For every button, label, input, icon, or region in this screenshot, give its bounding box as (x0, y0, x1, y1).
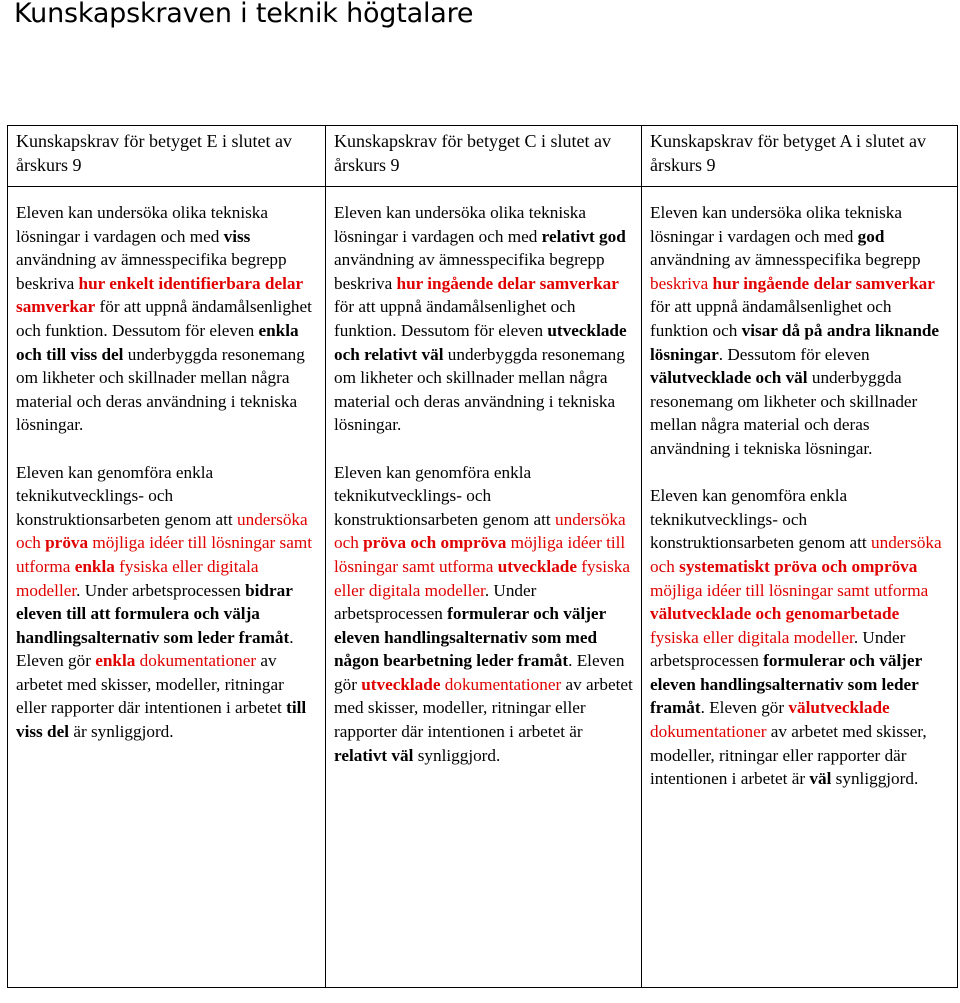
text-segment: underbyggda resonemang om likheter och skillnader mellan några material och deras användning i tekniska lösningar. (334, 344, 625, 435)
header-grade-a: Kunskapskrav för betyget A i slutet av årskurs 9 (642, 126, 958, 187)
text-segment: Eleven kan undersöka olika tekniska lösningar i vardagen och med (334, 203, 587, 246)
criteria-paragraph-development (16, 461, 317, 744)
text-segment: för att uppnå ändamålsenlighet och funktion. Dessutom för eleven (334, 297, 576, 340)
criteria-paragraph-knowledge (16, 201, 317, 437)
text-segment: visar då på andra liknande lösningar (650, 320, 940, 364)
text-segment: dokumentationer (650, 722, 767, 742)
text-segment: användning av ämnesspecifika begrepp beskriva (334, 250, 605, 293)
text-segment: av arbetet med skisser, modeller, ritningar eller rapporter där intentionen i arbetet (16, 651, 287, 718)
table-header-row (8, 126, 958, 187)
text-segment: väl (809, 769, 832, 789)
text-segment: . Eleven gör (334, 651, 625, 694)
text-segment: formulerar och väljer eleven handlingsalternativ som med någon bearbetning leder framåt (334, 604, 606, 671)
text-segment: är synliggjord. (69, 722, 174, 742)
text-segment: formulerar och väljer eleven handlingsalternativ som leder framåt (650, 651, 922, 718)
text-segment: fysiska eller digitala modeller (334, 556, 630, 600)
text-segment: för att uppnå ändamålsenlighet och funktion och (650, 297, 892, 340)
text-segment: . Under arbetsprocessen (334, 580, 537, 624)
text-segment: enkla (95, 651, 136, 671)
text-segment: hur ingående delar samverkar (396, 273, 619, 293)
text-segment: för att uppnå ändamålsenlighet och funktion. Dessutom för eleven (16, 297, 312, 340)
text-segment: hur enkelt identifierbara delar samverkar (16, 273, 303, 317)
text-segment: beskriva (650, 273, 713, 293)
text-segment: möjliga idéer till lösningar samt utforma (16, 533, 312, 576)
text-segment: välutvecklade och genomarbetade (650, 604, 900, 624)
text-segment: undersöka och (334, 509, 626, 553)
criteria-paragraph-development (334, 461, 633, 768)
text-segment: underbyggda resonemang om likheter och skillnader mellan några material och deras användning i tekniska lösningar. (650, 368, 918, 458)
text-segment: underbyggda resonemang om likheter och skillnader mellan några material och deras användning i tekniska lösningar. (16, 344, 305, 435)
text-segment: användning av ämnesspecifika begrepp beskriva (16, 250, 287, 293)
text-segment: enkla och till viss del (16, 320, 299, 364)
criteria-paragraph-knowledge (650, 201, 949, 461)
text-segment: utvecklade och relativt väl (334, 320, 627, 364)
text-segment: relativt god (541, 226, 626, 246)
text-segment: användning av ämnesspecifika begrepp (650, 250, 921, 270)
criteria-cell-grade-c (326, 187, 642, 988)
header-grade-e: Kunskapskrav för betyget E i slutet av årskurs 9 (8, 126, 326, 187)
criteria-paragraph-knowledge (334, 201, 633, 437)
criteria-paragraph-development (650, 484, 949, 791)
text-segment: av arbetet med skisser, modeller, ritningar eller rapporter där intentionen i arbetet är (334, 674, 633, 742)
text-segment: dokumentationer (135, 651, 257, 671)
text-segment: synliggjord. (413, 745, 501, 765)
criteria-cell-grade-a (642, 187, 958, 988)
text-segment: möjliga idéer till lösningar samt utforma (650, 580, 929, 600)
text-segment: undersöka och (16, 509, 308, 553)
text-segment: pröva och ompröva (363, 533, 507, 553)
text-segment: Eleven kan genomföra enkla teknikutvecklings- och konstruktionsarbeten genom att (334, 462, 556, 529)
text-segment: synliggjord. (831, 769, 919, 789)
text-segment: undersöka och (650, 533, 942, 576)
text-segment: . Under arbetsprocessen (650, 627, 906, 671)
text-segment: möjliga idéer till lösningar samt utforma (334, 533, 626, 576)
text-segment: . Eleven gör (16, 627, 294, 671)
header-grade-c: Kunskapskrav för betyget C i slutet av årskurs 9 (326, 126, 642, 187)
table-body-row (8, 187, 958, 988)
text-segment: . Eleven gör (700, 698, 789, 718)
text-segment: välutvecklade och väl (650, 368, 808, 388)
text-segment: fysiska eller digitala modeller (16, 556, 259, 600)
text-segment: viss (223, 226, 251, 246)
grading-criteria-table (7, 125, 958, 988)
text-segment: enkla (74, 556, 115, 576)
text-segment: utvecklade (497, 556, 577, 576)
text-segment: fysiska eller digitala modeller (650, 627, 854, 647)
text-segment: . Dessutom för eleven (718, 344, 870, 364)
criteria-cell-grade-e (8, 187, 326, 988)
text-segment: Eleven kan genomföra enkla teknikutvecklings- och konstruktionsarbeten genom att (16, 462, 238, 529)
text-segment: dokumentationer (440, 674, 562, 694)
text-segment: Eleven kan undersöka olika tekniska lösningar i vardagen och med (16, 203, 269, 246)
text-segment: pröva (45, 533, 89, 553)
text-segment: hur ingående delar samverkar (712, 273, 935, 293)
text-segment: . Under arbetsprocessen (76, 580, 246, 600)
text-segment: till viss del (16, 698, 307, 742)
text-segment: bidrar eleven till att formulera och välja handlingsalternativ som leder framåt (16, 580, 293, 647)
text-segment: relativt väl (334, 745, 414, 765)
page-title: Kunskapskraven i teknik högtalare (14, 0, 474, 29)
text-segment: Eleven kan undersöka olika tekniska lösningar i vardagen och med (650, 203, 903, 246)
text-segment: systematiskt pröva och ompröva (679, 556, 918, 576)
text-segment: Eleven kan genomföra enkla teknikutvecklings- och konstruktionsarbeten genom att (650, 486, 872, 553)
text-segment: välutvecklade (788, 698, 890, 718)
text-segment: av arbetet med skisser, modeller, ritningar eller rapporter där intentionen i arbetet är (650, 722, 927, 789)
text-segment: god (857, 226, 885, 246)
text-segment: utvecklade (361, 674, 441, 694)
